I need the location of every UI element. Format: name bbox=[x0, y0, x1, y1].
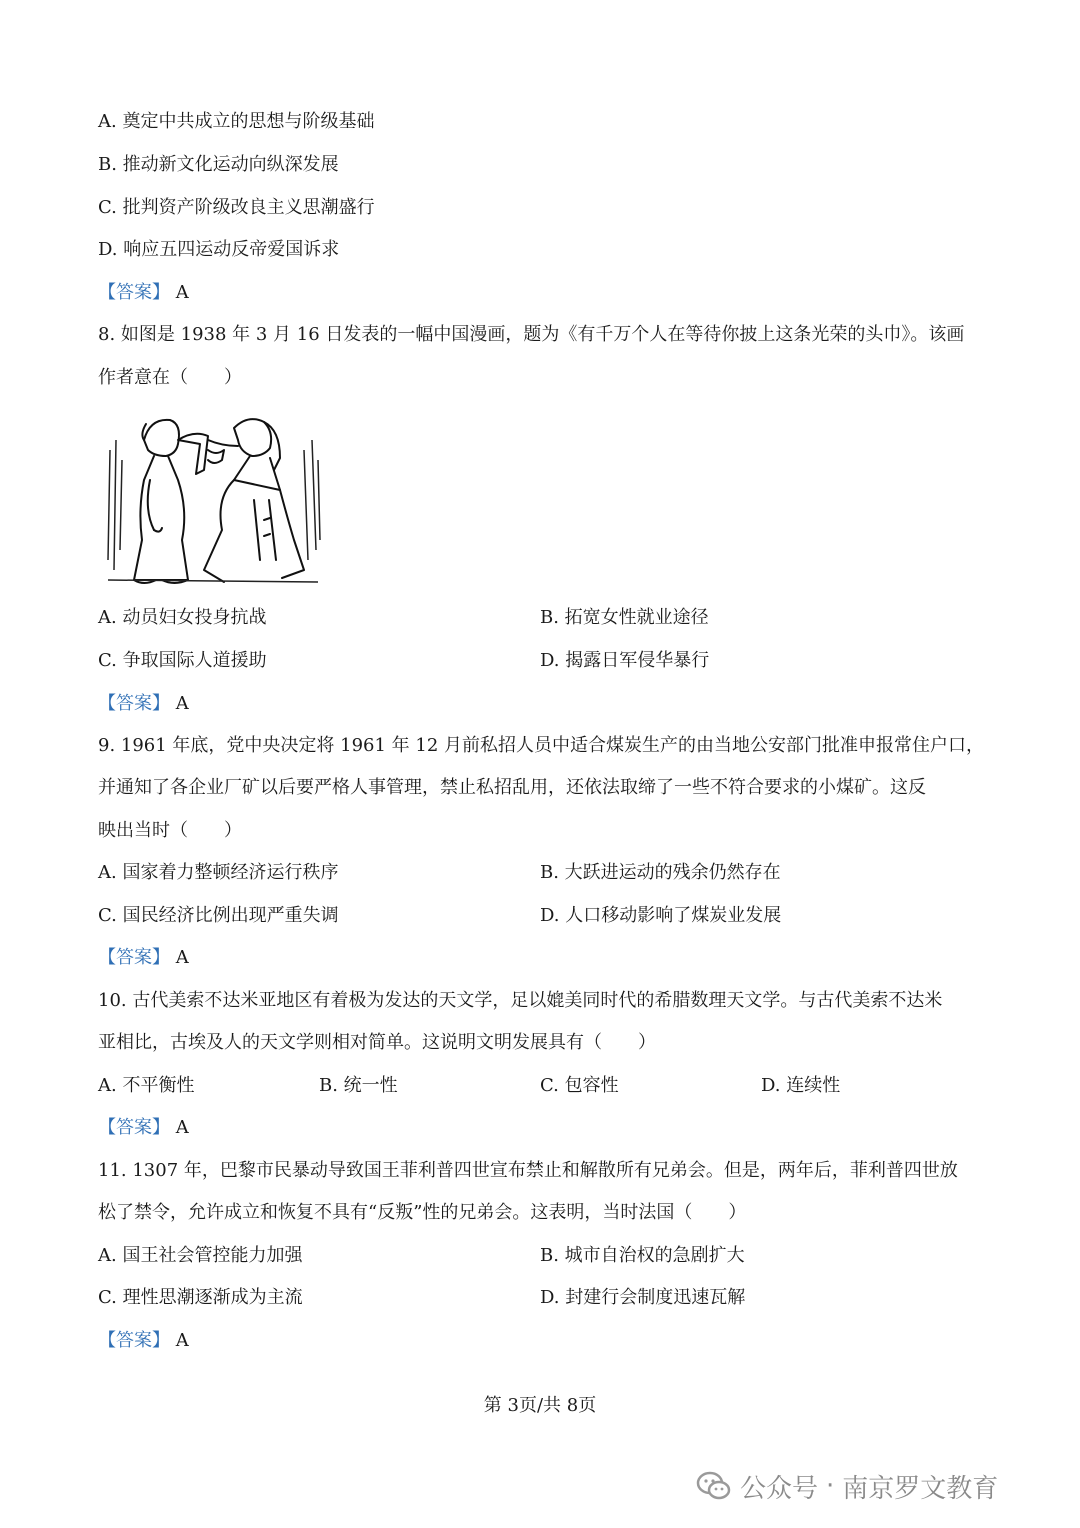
q11-stem-line-2: 松了禁令，允许成立和恢复不具有“反叛”性的兄弟会。这表明，当时法国（ ） bbox=[98, 1202, 747, 1223]
page-footer: 第 3页/共 8页 bbox=[483, 1395, 597, 1416]
q7-answer bbox=[98, 281, 189, 305]
answer-tag: 【答案】 bbox=[98, 1330, 170, 1351]
q10-stem-line-2: 亚相比，古埃及人的天文学则相对简单。这说明文明发展具有（ ） bbox=[98, 1032, 656, 1053]
answer-value: A bbox=[175, 1117, 189, 1138]
q8-answer bbox=[98, 692, 189, 716]
watermark-brand: 公众号 bbox=[740, 1473, 819, 1504]
q9-option-a: A. 国家着力整顿经济运行秩序 bbox=[98, 862, 339, 883]
q8-stem-line-2: 作者意在（ ） bbox=[98, 367, 242, 388]
cartoon-illustration bbox=[104, 410, 322, 590]
answer-tag: 【答案】 bbox=[98, 1117, 170, 1138]
q11-option-b: B. 城市自治权的急剧扩大 bbox=[540, 1245, 745, 1266]
q11-option-c: C. 理性思潮逐渐成为主流 bbox=[98, 1287, 303, 1308]
watermark-name: 南京罗文教育 bbox=[842, 1473, 999, 1504]
q11-option-d: D. 封建行会制度迅速瓦解 bbox=[540, 1287, 746, 1308]
q9-option-c: C. 国民经济比例出现严重失调 bbox=[98, 905, 339, 926]
q8-option-a: A. 动员妇女投身抗战 bbox=[98, 607, 267, 628]
wechat-icon bbox=[696, 1470, 732, 1502]
q9-stem-line-1: 9. 1961 年底，党中央决定将 1961 年 12 月前私招人员中适合煤炭生产的由当地公安部门批准申报常住户口， bbox=[98, 735, 985, 756]
answer-value: A bbox=[175, 1330, 189, 1351]
q7-option-c: C. 批判资产阶级改良主义思潮盛行 bbox=[98, 197, 375, 218]
watermark bbox=[696, 1466, 998, 1506]
q7-option-d: D. 响应五四运动反帝爱国诉求 bbox=[98, 239, 340, 260]
answer-value: A bbox=[175, 947, 189, 968]
q11-answer bbox=[98, 1329, 189, 1353]
watermark-separator: · bbox=[826, 1471, 835, 1501]
q11-option-a: A. 国王社会管控能力加强 bbox=[98, 1245, 303, 1266]
q10-option-c: C. 包容性 bbox=[540, 1075, 619, 1096]
q10-option-d: D. 连续性 bbox=[761, 1075, 841, 1096]
answer-value: A bbox=[175, 282, 189, 303]
answer-tag: 【答案】 bbox=[98, 693, 170, 714]
q9-option-b: B. 大跃进运动的残余仍然存在 bbox=[540, 862, 781, 883]
q9-stem-line-2: 并通知了各企业厂矿以后要严格人事管理，禁止私招乱用，还依法取缔了一些不符合要求的小煤矿。这反 bbox=[98, 777, 926, 798]
q7-option-b: B. 推动新文化运动向纵深发展 bbox=[98, 154, 339, 175]
q10-stem-line-1: 10. 古代美索不达米亚地区有着极为发达的天文学，足以媲美同时代的希腊数理天文学。与古代美索不达米 bbox=[98, 990, 943, 1011]
q10-answer bbox=[98, 1116, 189, 1140]
q8-stem-line-1: 8. 如图是 1938 年 3 月 16 日发表的一幅中国漫画，题为《有千万个人在等待你披上这条光荣的头巾》。该画 bbox=[98, 324, 965, 345]
answer-value: A bbox=[175, 693, 189, 714]
q11-stem-line-1: 11. 1307 年，巴黎市民暴动导致国王菲利普四世宣布禁止和解散所有兄弟会。但是，两年后，菲利普四世放 bbox=[98, 1160, 958, 1181]
q9-answer bbox=[98, 946, 189, 970]
q10-option-b: B. 统一性 bbox=[319, 1075, 398, 1096]
answer-tag: 【答案】 bbox=[98, 282, 170, 303]
q8-option-c: C. 争取国际人道援助 bbox=[98, 650, 267, 671]
q8-option-d: D. 揭露日军侵华暴行 bbox=[540, 650, 710, 671]
q8-option-b: B. 拓宽女性就业途径 bbox=[540, 607, 709, 628]
q9-stem-line-3: 映出当时（ ） bbox=[98, 820, 242, 841]
answer-tag: 【答案】 bbox=[98, 947, 170, 968]
q9-option-d: D. 人口移动影响了煤炭业发展 bbox=[540, 905, 782, 926]
q10-option-a: A. 不平衡性 bbox=[98, 1075, 195, 1096]
q7-option-a: A. 奠定中共成立的思想与阶级基础 bbox=[98, 111, 375, 132]
